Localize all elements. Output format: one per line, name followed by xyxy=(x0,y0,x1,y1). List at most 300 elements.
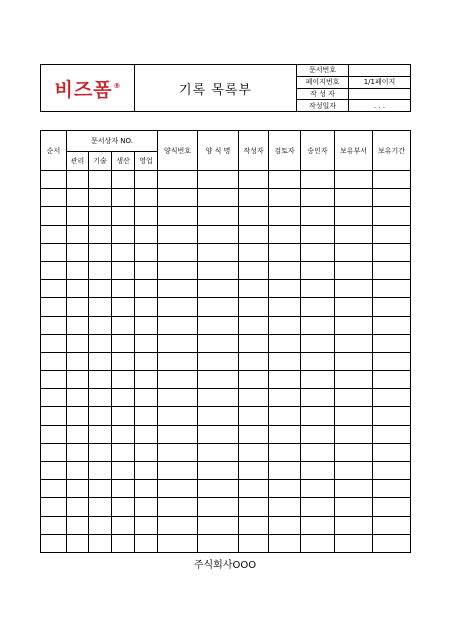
table-cell[interactable] xyxy=(158,480,198,498)
table-cell[interactable] xyxy=(135,534,158,552)
table-cell[interactable] xyxy=(269,189,301,207)
table-row xyxy=(41,534,411,552)
table-cell[interactable] xyxy=(198,516,239,534)
table-row xyxy=(41,316,411,334)
table-cell[interactable] xyxy=(135,516,158,534)
table-cell[interactable] xyxy=(135,171,158,189)
table-cell[interactable] xyxy=(67,480,89,498)
table-cell[interactable] xyxy=(335,316,373,334)
table-cell[interactable] xyxy=(67,389,89,407)
table-cell[interactable] xyxy=(158,516,198,534)
table-cell[interactable] xyxy=(239,189,269,207)
table-cell[interactable] xyxy=(301,298,335,316)
table-row xyxy=(41,407,411,425)
table-cell[interactable] xyxy=(269,389,301,407)
table-cell[interactable] xyxy=(112,443,135,461)
table-cell[interactable] xyxy=(301,462,335,480)
field-value-date[interactable]: . . . xyxy=(349,100,411,112)
table-cell[interactable] xyxy=(135,352,158,370)
field-label-author: 작 성 자 xyxy=(297,88,349,100)
table-cell[interactable] xyxy=(112,280,135,298)
table-cell[interactable] xyxy=(335,352,373,370)
table-cell[interactable] xyxy=(269,225,301,243)
table-cell[interactable] xyxy=(301,407,335,425)
table-cell[interactable] xyxy=(112,498,135,516)
table-cell[interactable] xyxy=(373,352,411,370)
table-cell[interactable] xyxy=(198,298,239,316)
table-cell[interactable] xyxy=(269,498,301,516)
table-row xyxy=(41,389,411,407)
table-cell[interactable] xyxy=(239,225,269,243)
table-cell[interactable] xyxy=(158,298,198,316)
table-cell[interactable] xyxy=(335,371,373,389)
table-cell[interactable] xyxy=(67,225,89,243)
table-cell[interactable] xyxy=(89,407,112,425)
table-row xyxy=(41,462,411,480)
table-cell[interactable] xyxy=(198,425,239,443)
subcol-sales: 영업 xyxy=(135,152,158,171)
table-cell[interactable] xyxy=(67,352,89,370)
table-cell[interactable] xyxy=(135,316,158,334)
table-cell[interactable] xyxy=(89,280,112,298)
table-cell[interactable] xyxy=(335,516,373,534)
table-cell[interactable] xyxy=(373,189,411,207)
col-author: 작성자 xyxy=(239,131,269,171)
header-block xyxy=(40,64,411,112)
table-cell[interactable] xyxy=(112,389,135,407)
table-cell[interactable] xyxy=(373,207,411,225)
table-cell[interactable] xyxy=(67,207,89,225)
table-cell[interactable] xyxy=(41,534,67,552)
table-cell[interactable] xyxy=(135,498,158,516)
table-cell[interactable] xyxy=(239,462,269,480)
table-cell[interactable] xyxy=(89,298,112,316)
table-cell[interactable] xyxy=(158,389,198,407)
table-cell[interactable] xyxy=(198,480,239,498)
table-cell[interactable] xyxy=(135,443,158,461)
table-cell[interactable] xyxy=(373,225,411,243)
table-cell[interactable] xyxy=(135,407,158,425)
table-cell[interactable] xyxy=(67,298,89,316)
table-cell[interactable] xyxy=(41,498,67,516)
table-cell[interactable] xyxy=(269,261,301,279)
table-cell[interactable] xyxy=(269,243,301,261)
table-cell[interactable] xyxy=(67,316,89,334)
table-cell[interactable] xyxy=(335,389,373,407)
table-cell[interactable] xyxy=(135,261,158,279)
table-cell[interactable] xyxy=(373,534,411,552)
table-row xyxy=(41,171,411,189)
table-cell[interactable] xyxy=(112,243,135,261)
table-cell[interactable] xyxy=(41,352,67,370)
table-cell[interactable] xyxy=(335,171,373,189)
table-cell[interactable] xyxy=(269,207,301,225)
table-cell[interactable] xyxy=(301,425,335,443)
table-cell[interactable] xyxy=(373,516,411,534)
table-cell[interactable] xyxy=(335,243,373,261)
table-cell[interactable] xyxy=(41,316,67,334)
table-cell[interactable] xyxy=(89,425,112,443)
table-cell[interactable] xyxy=(41,207,67,225)
table-cell[interactable] xyxy=(269,316,301,334)
table-row xyxy=(41,225,411,243)
table-cell[interactable] xyxy=(373,425,411,443)
table-cell[interactable] xyxy=(41,280,67,298)
table-cell[interactable] xyxy=(301,443,335,461)
table-cell[interactable] xyxy=(239,480,269,498)
table-cell[interactable] xyxy=(158,462,198,480)
table-cell[interactable] xyxy=(112,334,135,352)
bizform-logo: 비즈폼® xyxy=(54,78,121,101)
table-cell[interactable] xyxy=(112,480,135,498)
subcol-management: 관리 xyxy=(67,152,89,171)
table-cell[interactable] xyxy=(198,225,239,243)
table-cell[interactable] xyxy=(335,189,373,207)
table-cell[interactable] xyxy=(158,207,198,225)
table-cell[interactable] xyxy=(239,207,269,225)
table-cell[interactable] xyxy=(89,480,112,498)
table-cell[interactable] xyxy=(158,171,198,189)
table-cell[interactable] xyxy=(41,425,67,443)
table-cell[interactable] xyxy=(41,480,67,498)
table-cell[interactable] xyxy=(373,243,411,261)
table-cell[interactable] xyxy=(89,443,112,461)
table-cell[interactable] xyxy=(158,352,198,370)
table-cell[interactable] xyxy=(335,534,373,552)
table-cell[interactable] xyxy=(301,334,335,352)
table-cell[interactable] xyxy=(112,534,135,552)
logo-cell xyxy=(41,65,135,112)
table-cell[interactable] xyxy=(198,371,239,389)
table-cell[interactable] xyxy=(89,534,112,552)
table-row xyxy=(41,480,411,498)
field-label-page-number: 페이지번호 xyxy=(297,76,349,88)
table-cell[interactable] xyxy=(301,171,335,189)
record-list-table xyxy=(40,130,411,553)
table-cell[interactable] xyxy=(112,261,135,279)
table-cell[interactable] xyxy=(239,516,269,534)
table-cell[interactable] xyxy=(112,516,135,534)
table-cell[interactable] xyxy=(67,371,89,389)
table-cell[interactable] xyxy=(89,389,112,407)
table-cell[interactable] xyxy=(239,389,269,407)
table-cell[interactable] xyxy=(135,189,158,207)
table-cell[interactable] xyxy=(301,243,335,261)
table-cell[interactable] xyxy=(89,352,112,370)
table-cell[interactable] xyxy=(67,261,89,279)
table-cell[interactable] xyxy=(112,352,135,370)
table-cell[interactable] xyxy=(301,352,335,370)
table-cell[interactable] xyxy=(269,171,301,189)
table-cell[interactable] xyxy=(335,298,373,316)
table-cell[interactable] xyxy=(89,371,112,389)
table-cell[interactable] xyxy=(239,352,269,370)
col-docbox-group: 문서상자 NO. xyxy=(67,131,158,152)
table-cell[interactable] xyxy=(89,207,112,225)
table-cell[interactable] xyxy=(89,334,112,352)
table-cell[interactable] xyxy=(301,261,335,279)
table-cell[interactable] xyxy=(89,261,112,279)
table-cell[interactable] xyxy=(335,261,373,279)
table-cell[interactable] xyxy=(198,243,239,261)
table-cell[interactable] xyxy=(158,425,198,443)
table-cell[interactable] xyxy=(239,298,269,316)
table-cell[interactable] xyxy=(135,207,158,225)
table-cell[interactable] xyxy=(41,389,67,407)
table-cell[interactable] xyxy=(41,407,67,425)
table-cell[interactable] xyxy=(373,498,411,516)
field-label-doc-number: 문서번호 xyxy=(297,65,349,77)
table-cell[interactable] xyxy=(135,425,158,443)
table-row xyxy=(41,498,411,516)
table-cell[interactable] xyxy=(198,462,239,480)
table-cell[interactable] xyxy=(112,316,135,334)
table-row xyxy=(41,298,411,316)
table-cell[interactable] xyxy=(67,243,89,261)
table-cell[interactable] xyxy=(301,516,335,534)
table-cell[interactable] xyxy=(198,261,239,279)
table-cell[interactable] xyxy=(198,334,239,352)
table-cell[interactable] xyxy=(198,207,239,225)
table-cell[interactable] xyxy=(373,334,411,352)
table-row xyxy=(41,371,411,389)
table-cell[interactable] xyxy=(67,443,89,461)
table-cell[interactable] xyxy=(158,407,198,425)
col-order: 순서 xyxy=(41,131,67,171)
table-cell[interactable] xyxy=(135,298,158,316)
table-cell[interactable] xyxy=(67,498,89,516)
table-cell[interactable] xyxy=(158,280,198,298)
table-cell[interactable] xyxy=(301,189,335,207)
table-cell[interactable] xyxy=(89,498,112,516)
table-cell[interactable] xyxy=(41,516,67,534)
table-cell[interactable] xyxy=(67,516,89,534)
table-cell[interactable] xyxy=(112,171,135,189)
table-cell[interactable] xyxy=(112,425,135,443)
subcol-technology: 기술 xyxy=(89,152,112,171)
field-value-doc-number[interactable] xyxy=(349,65,411,77)
table-cell[interactable] xyxy=(301,225,335,243)
table-cell[interactable] xyxy=(269,480,301,498)
table-cell[interactable] xyxy=(41,171,67,189)
table-cell[interactable] xyxy=(198,389,239,407)
col-reviewer: 검토자 xyxy=(269,131,301,171)
table-cell[interactable] xyxy=(112,207,135,225)
table-cell[interactable] xyxy=(158,189,198,207)
table-cell[interactable] xyxy=(89,189,112,207)
table-cell[interactable] xyxy=(67,425,89,443)
table-cell[interactable] xyxy=(373,171,411,189)
table-cell[interactable] xyxy=(301,480,335,498)
table-cell[interactable] xyxy=(158,316,198,334)
table-cell[interactable] xyxy=(269,443,301,461)
table-cell[interactable] xyxy=(112,371,135,389)
table-cell[interactable] xyxy=(335,498,373,516)
table-cell[interactable] xyxy=(335,207,373,225)
table-cell[interactable] xyxy=(239,334,269,352)
table-cell[interactable] xyxy=(373,298,411,316)
table-cell[interactable] xyxy=(269,516,301,534)
table-cell[interactable] xyxy=(269,371,301,389)
table-row xyxy=(41,189,411,207)
table-cell[interactable] xyxy=(373,280,411,298)
table-cell[interactable] xyxy=(239,371,269,389)
table-cell[interactable] xyxy=(335,462,373,480)
table-cell[interactable] xyxy=(239,425,269,443)
table-cell[interactable] xyxy=(41,225,67,243)
table-cell[interactable] xyxy=(373,443,411,461)
table-cell[interactable] xyxy=(198,189,239,207)
col-form-name: 양 식 명 xyxy=(198,131,239,171)
table-cell[interactable] xyxy=(301,389,335,407)
table-cell[interactable] xyxy=(89,243,112,261)
table-cell[interactable] xyxy=(158,225,198,243)
table-cell[interactable] xyxy=(41,261,67,279)
table-cell[interactable] xyxy=(269,334,301,352)
table-cell[interactable] xyxy=(158,443,198,461)
table-cell[interactable] xyxy=(198,352,239,370)
table-cell[interactable] xyxy=(373,480,411,498)
table-cell[interactable] xyxy=(269,462,301,480)
table-cell[interactable] xyxy=(301,534,335,552)
table-cell[interactable] xyxy=(41,443,67,461)
table-cell[interactable] xyxy=(198,316,239,334)
table-cell[interactable] xyxy=(198,407,239,425)
table-cell[interactable] xyxy=(239,280,269,298)
table-cell[interactable] xyxy=(89,516,112,534)
table-cell[interactable] xyxy=(112,225,135,243)
col-holding-dept: 보유부서 xyxy=(335,131,373,171)
table-cell[interactable] xyxy=(373,316,411,334)
table-cell[interactable] xyxy=(335,425,373,443)
table-cell[interactable] xyxy=(158,498,198,516)
table-cell[interactable] xyxy=(301,207,335,225)
table-cell[interactable] xyxy=(373,389,411,407)
table-cell[interactable] xyxy=(112,298,135,316)
table-cell[interactable] xyxy=(239,407,269,425)
table-cell[interactable] xyxy=(158,334,198,352)
table-cell[interactable] xyxy=(373,371,411,389)
table-cell[interactable] xyxy=(335,480,373,498)
table-cell[interactable] xyxy=(301,316,335,334)
table-cell[interactable] xyxy=(239,243,269,261)
table-cell[interactable] xyxy=(198,443,239,461)
table-body xyxy=(41,171,411,553)
table-cell[interactable] xyxy=(239,534,269,552)
table-row xyxy=(41,352,411,370)
table-cell[interactable] xyxy=(41,189,67,207)
table-cell[interactable] xyxy=(41,371,67,389)
table-cell[interactable] xyxy=(135,334,158,352)
field-value-author[interactable] xyxy=(349,88,411,100)
table-row xyxy=(41,243,411,261)
table-cell[interactable] xyxy=(67,280,89,298)
table-row xyxy=(41,425,411,443)
field-label-date: 작성일자 xyxy=(297,100,349,112)
table-cell[interactable] xyxy=(198,171,239,189)
table-cell[interactable] xyxy=(239,261,269,279)
table-cell[interactable] xyxy=(112,462,135,480)
table-cell[interactable] xyxy=(67,534,89,552)
table-cell[interactable] xyxy=(135,462,158,480)
table-cell[interactable] xyxy=(269,352,301,370)
table-cell[interactable] xyxy=(158,243,198,261)
table-row xyxy=(41,443,411,461)
table-cell[interactable] xyxy=(41,298,67,316)
table-cell[interactable] xyxy=(335,407,373,425)
table-cell[interactable] xyxy=(112,189,135,207)
table-cell[interactable] xyxy=(335,280,373,298)
table-cell[interactable] xyxy=(269,407,301,425)
page-title: 기록 목록부 xyxy=(135,65,297,112)
table-cell[interactable] xyxy=(67,334,89,352)
table-cell[interactable] xyxy=(41,462,67,480)
col-retention-period: 보유기간 xyxy=(373,131,411,171)
table-row xyxy=(41,334,411,352)
table-row xyxy=(41,280,411,298)
table-cell[interactable] xyxy=(41,243,67,261)
subcol-production: 생산 xyxy=(112,152,135,171)
table-cell[interactable] xyxy=(301,280,335,298)
table-cell[interactable] xyxy=(198,498,239,516)
table-cell[interactable] xyxy=(373,261,411,279)
table-cell[interactable] xyxy=(335,225,373,243)
col-form-number: 양식번호 xyxy=(158,131,198,171)
table-cell[interactable] xyxy=(135,243,158,261)
table-cell[interactable] xyxy=(269,298,301,316)
table-cell[interactable] xyxy=(135,280,158,298)
table-cell[interactable] xyxy=(67,407,89,425)
table-cell[interactable] xyxy=(239,316,269,334)
table-cell[interactable] xyxy=(158,261,198,279)
table-cell[interactable] xyxy=(158,534,198,552)
table-row xyxy=(41,516,411,534)
table-cell[interactable] xyxy=(135,225,158,243)
table-cell[interactable] xyxy=(198,280,239,298)
table-cell[interactable] xyxy=(269,280,301,298)
table-cell[interactable] xyxy=(135,389,158,407)
company-name: 주식회사OOO xyxy=(193,560,257,571)
table-cell[interactable] xyxy=(89,316,112,334)
table-cell[interactable] xyxy=(67,189,89,207)
table-cell[interactable] xyxy=(373,462,411,480)
table-cell[interactable] xyxy=(89,462,112,480)
table-row xyxy=(41,207,411,225)
table-cell[interactable] xyxy=(301,371,335,389)
table-cell[interactable] xyxy=(89,225,112,243)
table-cell[interactable] xyxy=(135,480,158,498)
table-cell[interactable] xyxy=(239,443,269,461)
table-cell[interactable] xyxy=(269,425,301,443)
table-cell[interactable] xyxy=(373,407,411,425)
field-value-page-number[interactable]: 1/1페이지 xyxy=(349,76,411,88)
table-cell[interactable] xyxy=(135,371,158,389)
table-cell[interactable] xyxy=(67,171,89,189)
table-cell[interactable] xyxy=(89,171,112,189)
table-cell[interactable] xyxy=(335,443,373,461)
table-cell[interactable] xyxy=(269,534,301,552)
table-cell[interactable] xyxy=(112,407,135,425)
table-cell[interactable] xyxy=(239,498,269,516)
table-cell[interactable] xyxy=(67,462,89,480)
table-cell[interactable] xyxy=(41,334,67,352)
table-cell[interactable] xyxy=(301,498,335,516)
table-cell[interactable] xyxy=(158,371,198,389)
table-cell[interactable] xyxy=(335,334,373,352)
table-row xyxy=(41,261,411,279)
table-cell[interactable] xyxy=(239,171,269,189)
table-cell[interactable] xyxy=(198,534,239,552)
